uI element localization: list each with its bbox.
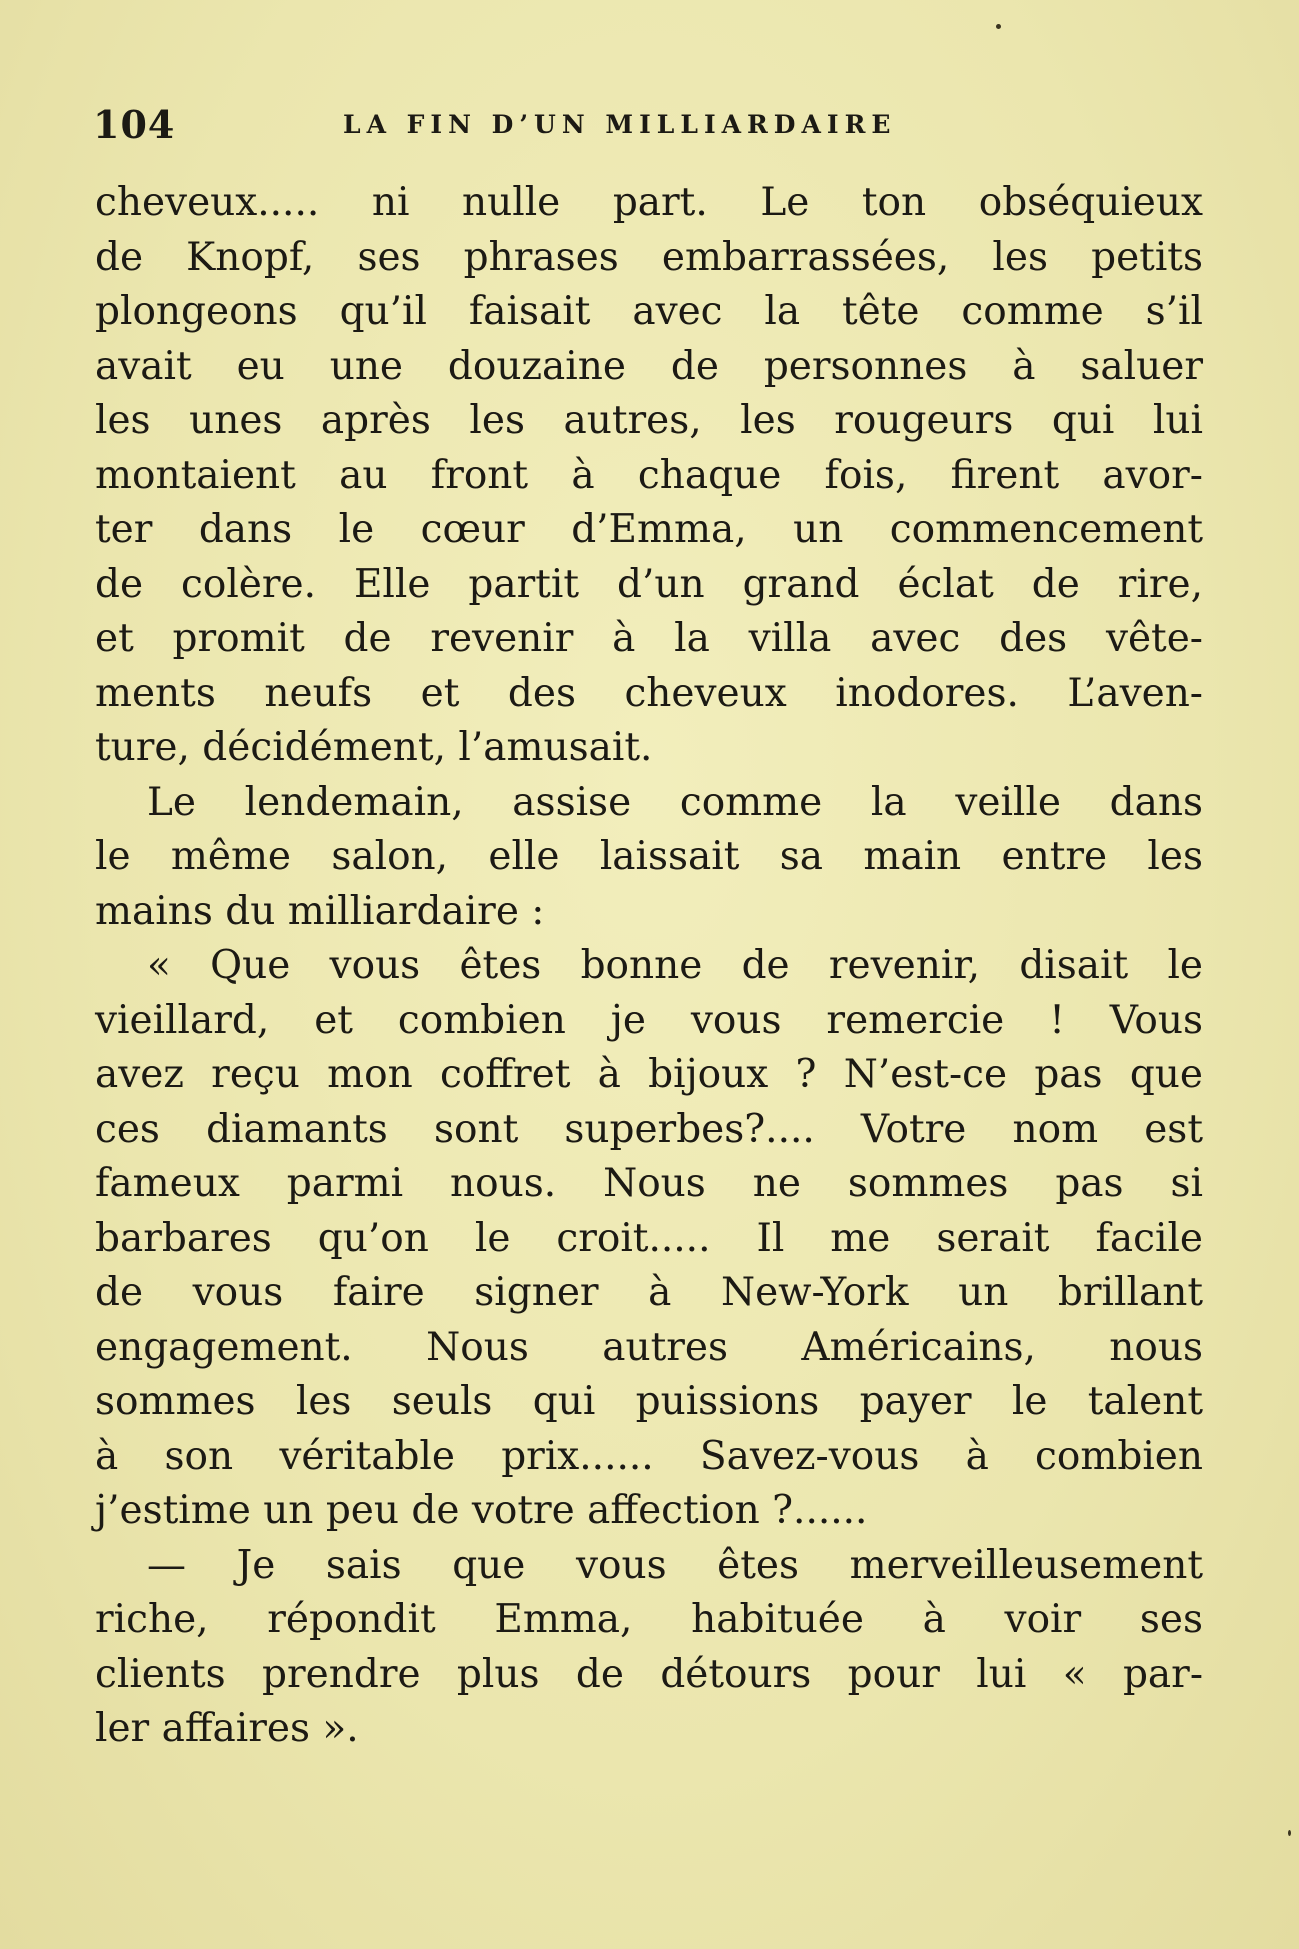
text-line: le même salon, elle laissait sa main entre les <box>95 834 1203 879</box>
text-line: les unes après les autres, les rougeurs qui lui <box>95 398 1203 443</box>
text-line: de colère. Elle partit d’un grand éclat de rire, <box>95 561 1203 607</box>
paragraph-end-line: ture, décidément, l’amusait. <box>95 725 653 770</box>
page-number: 104 <box>93 102 176 147</box>
text-line: avez reçu mon coffret à bijoux ? N’est-ce pas que <box>95 1052 1203 1097</box>
text-line: et promit de revenir à la villa avec des vête- <box>95 616 1203 661</box>
paragraph-end-line: ler affaires ». <box>95 1706 359 1751</box>
text-line: de Knopf, ses phrases embarrassées, les petits <box>95 234 1203 280</box>
text-line: riche, répondit Emma, habituée à voir ses <box>95 1597 1203 1642</box>
paper-speck <box>996 24 1001 29</box>
text-line: montaient au front à chaque fois, firent avor- <box>95 452 1203 498</box>
text-line: à son véritable prix...... Savez-vous à combien <box>95 1433 1203 1479</box>
paper-speck <box>1288 1830 1291 1836</box>
text-line: cheveux..... ni nulle part. Le ton obséquieux <box>95 180 1203 225</box>
running-title: LA FIN D’UN MILLIARDAIRE <box>343 110 897 139</box>
text-line: ments neufs et des cheveux inodores. L’aven- <box>95 670 1203 716</box>
text-line: barbares qu’on le croit..... Il me serait facile <box>95 1215 1203 1261</box>
text-line: ces diamants sont superbes?.... Votre nom est <box>95 1106 1203 1152</box>
text-line: avait eu une douzaine de personnes à saluer <box>95 343 1203 389</box>
text-line: fameux parmi nous. Nous ne sommes pas si <box>95 1161 1203 1206</box>
paragraph-start-line: Le lendemain, assise comme la veille dans <box>147 779 1203 825</box>
text-line: ter dans le cœur d’Emma, un commencement <box>95 507 1203 552</box>
text-line: plongeons qu’il faisait avec la tête comme s’il <box>95 289 1203 334</box>
page-header <box>93 100 1203 150</box>
text-line: clients prendre plus de détours pour lui « par- <box>95 1651 1203 1697</box>
paragraph-end-line: mains du milliardaire : <box>95 888 545 934</box>
text-line: sommes les seuls qui puissions payer le talent <box>95 1379 1203 1424</box>
paragraph-start-line: — Je sais que vous êtes merveilleusement <box>147 1542 1203 1588</box>
body-text <box>95 176 1203 1757</box>
text-line: de vous faire signer à New-York un brillant <box>95 1270 1203 1315</box>
text-line: engagement. Nous autres Américains, nous <box>95 1324 1203 1370</box>
text-line: vieillard, et combien je vous remercie ! Vous <box>95 997 1203 1043</box>
paragraph-start-line: « Que vous êtes bonne de revenir, disait le <box>147 943 1203 988</box>
paragraph-end-line: j’estime un peu de votre affection ?...... <box>95 1488 868 1533</box>
